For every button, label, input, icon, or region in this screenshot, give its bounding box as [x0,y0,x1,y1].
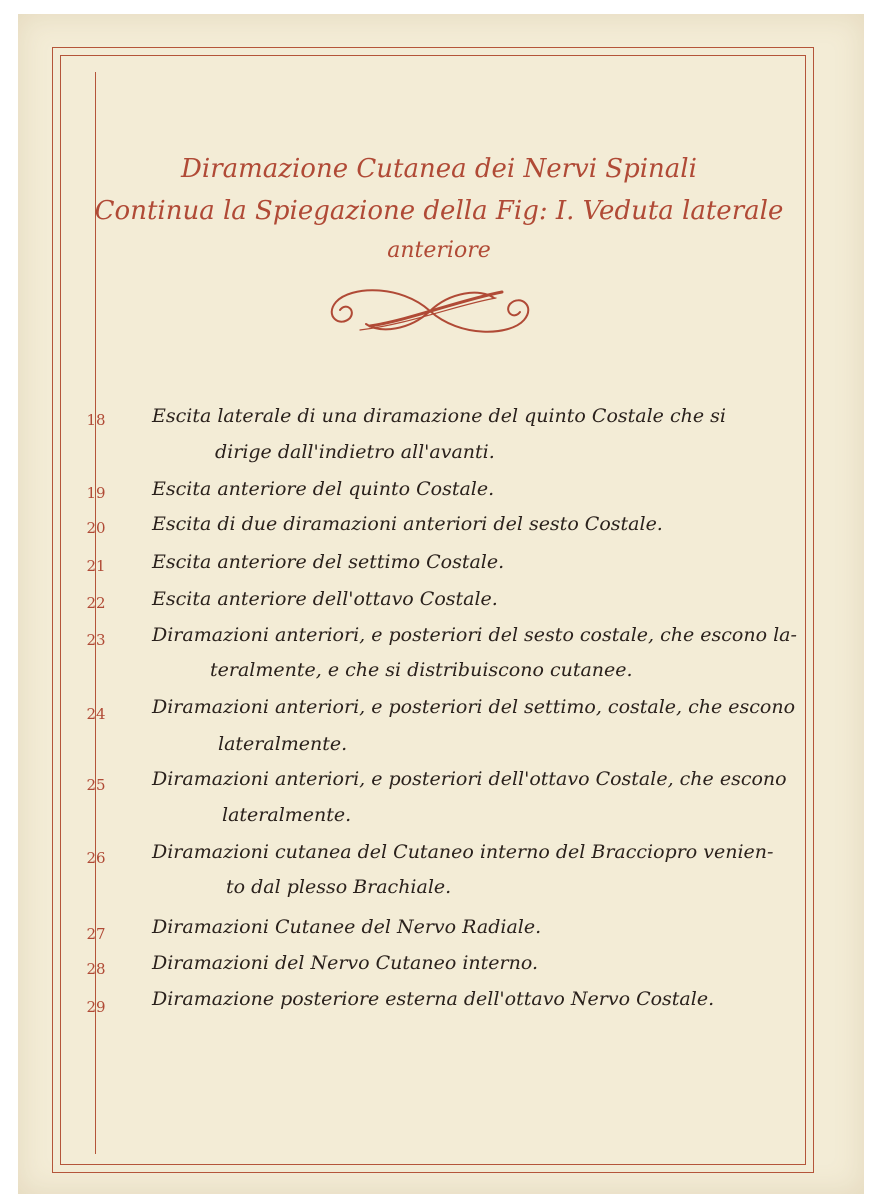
entry-number: 28 [86,960,106,978]
entry-number: 21 [86,557,106,575]
entry-text: Escita anteriore dell'ottavo Costale. [152,588,498,610]
entry-number: 20 [86,519,106,537]
entry-number: 24 [86,705,106,723]
entry-number: 27 [86,925,106,943]
margin-rule [95,72,96,1154]
entry-text: Diramazioni Cutanee del Nervo Radiale. [152,916,542,938]
entry-text-continued: lateralmente. [218,733,348,755]
page-subtitle-continued: anteriore [387,238,491,263]
entry-text-continued: teralmente, e che si distribuiscono cutanee. [210,659,633,681]
entry-text: Diramazioni anteriori, e posteriori del settimo, costale, che escono [152,696,796,718]
entry-text: Escita di due diramazioni anteriori del sesto Costale. [152,513,663,535]
entry-number: 23 [86,631,106,649]
entry-text: Diramazioni cutanea del Cutaneo interno del Bracciopro venien- [152,841,774,863]
entry-text: Diramazioni anteriori, e posteriori del sesto costale, che escono la- [152,624,797,646]
entry-text-continued: to dal plesso Brachiale. [226,876,452,898]
entry-text: Diramazioni anteriori, e posteriori dell'ottavo Costale, che escono [152,768,787,790]
entry-text: Escita anteriore del settimo Costale. [152,551,505,573]
entry-number: 19 [86,484,106,502]
entry-text-continued: dirige dall'indietro all'avanti. [215,441,495,463]
page-title: Diramazione Cutanea dei Nervi Spinali [181,154,697,184]
entry-number: 18 [86,411,106,429]
entry-text: Escita laterale di una diramazione del quinto Costale che si [152,405,726,427]
entry-number: 26 [86,849,106,867]
ornamental-flourish [310,280,550,342]
entry-number: 25 [86,776,106,794]
entry-text: Diramazione posteriore esterna dell'ottavo Nervo Costale. [152,988,715,1010]
entry-number: 22 [86,594,106,612]
page-subtitle: Continua la Spiegazione della Fig: I. Veduta laterale [94,196,784,226]
entry-text: Escita anteriore del quinto Costale. [152,478,495,500]
entry-text-continued: lateralmente. [222,804,352,826]
entry-text: Diramazioni del Nervo Cutaneo interno. [152,952,538,974]
entry-number: 29 [86,998,106,1016]
